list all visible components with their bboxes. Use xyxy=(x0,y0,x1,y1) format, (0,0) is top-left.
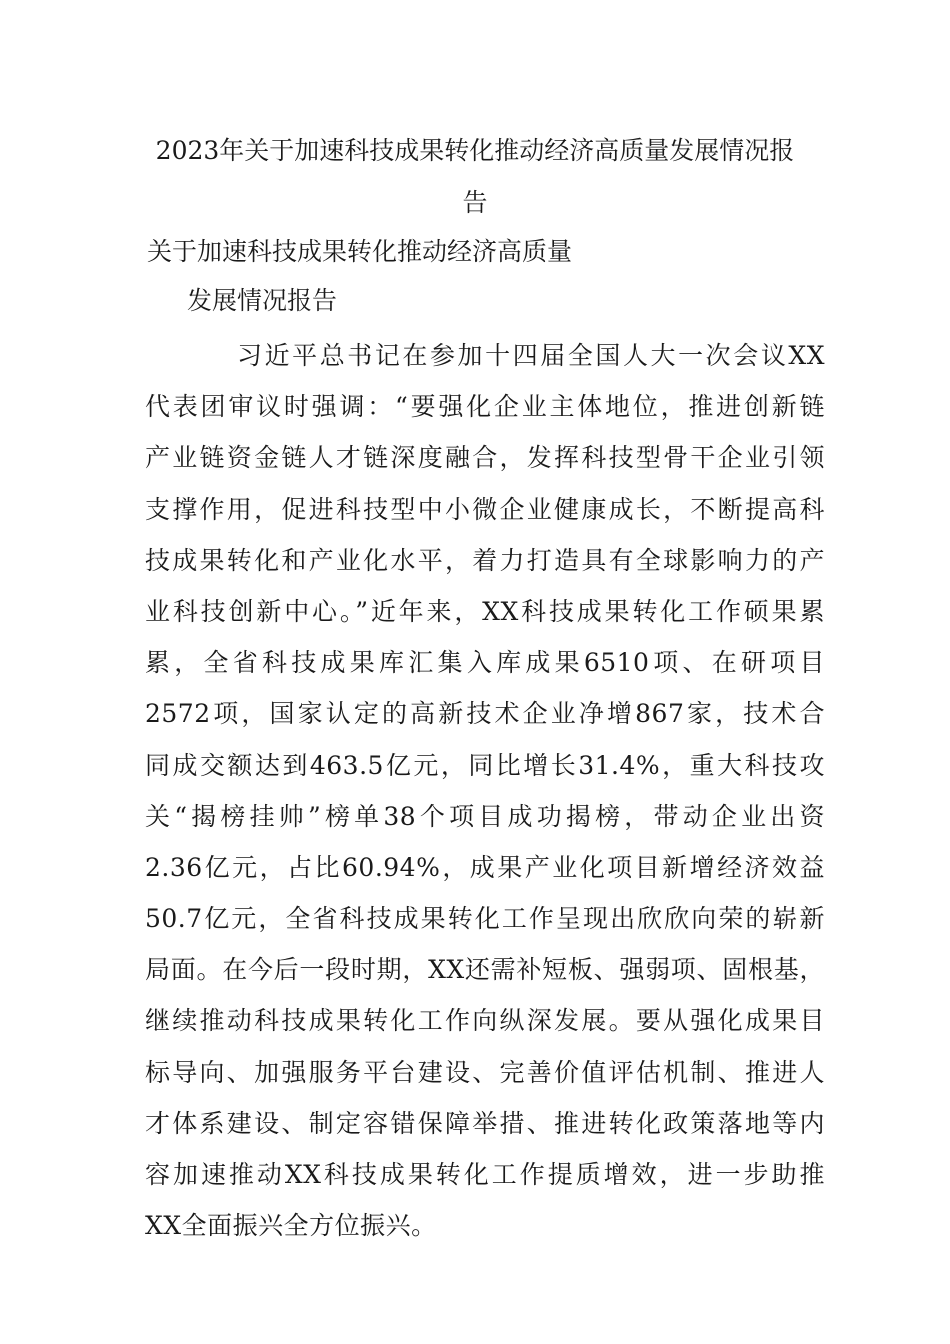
body-paragraph xyxy=(145,330,825,1251)
body-line: 关“揭榜挂帅”榜单38个项目成功揭榜，带动企业出资 xyxy=(145,801,825,831)
document-title-line-2: 告 xyxy=(462,188,488,217)
body-line: 标导向、加强服务平台建设、完善价值评估机制、推进人 xyxy=(145,1057,825,1087)
body-line: 业科技创新中心。”近年来，XX科技成果转化工作硕果累 xyxy=(145,596,825,626)
body-line: 2.36亿元，占比60.94%，成果产业化项目新增经济效益 xyxy=(145,852,825,882)
body-line: 习近平总书记在参加十四届全国人大一次会议XX xyxy=(237,341,825,370)
body-line: 同成交额达到463.5亿元，同比增长31.4%，重大科技攻 xyxy=(145,750,825,780)
body-line: 继续推动科技成果转化工作向纵深发展。要从强化成果目 xyxy=(145,1006,825,1036)
body-line: 产业链资金链人才链深度融合，发挥科技型骨干企业引领 xyxy=(145,443,825,473)
body-line: 才体系建设、制定容错保障举措、推进转化政策落地等内 xyxy=(145,1108,825,1138)
body-line: 技成果转化和产业化水平，着力打造具有全球影响力的产 xyxy=(145,545,825,575)
body-line: XX全面振兴全方位振兴。 xyxy=(145,1211,437,1241)
body-line: 2572项，国家认定的高新技术企业净增867家，技术合 xyxy=(145,699,825,729)
body-line: 代表团审议时强调：“要强化企业主体地位，推进创新链 xyxy=(145,392,825,422)
body-line: 50.7亿元，全省科技成果转化工作呈现出欣欣向荣的崭新 xyxy=(145,904,825,934)
document-title-line-1: 2023年关于加速科技成果转化推动经济高质量发展情况报 xyxy=(155,136,795,165)
body-line: 容加速推动XX科技成果转化工作提质增效，进一步助推 xyxy=(145,1160,825,1189)
body-line: 支撑作用，促进科技型中小微企业健康成长，不断提高科 xyxy=(145,494,825,524)
report-heading-line-1: 关于加速科技成果转化推动经济高质量 xyxy=(147,237,573,266)
report-heading-line-2: 发展情况报告 xyxy=(187,286,338,315)
body-line: 局面。在今后一段时期，XX还需补短板、强弱项、固根基， xyxy=(145,955,825,985)
body-line: 累，全省科技成果库汇集入库成果6510项、在研项目 xyxy=(145,648,825,678)
